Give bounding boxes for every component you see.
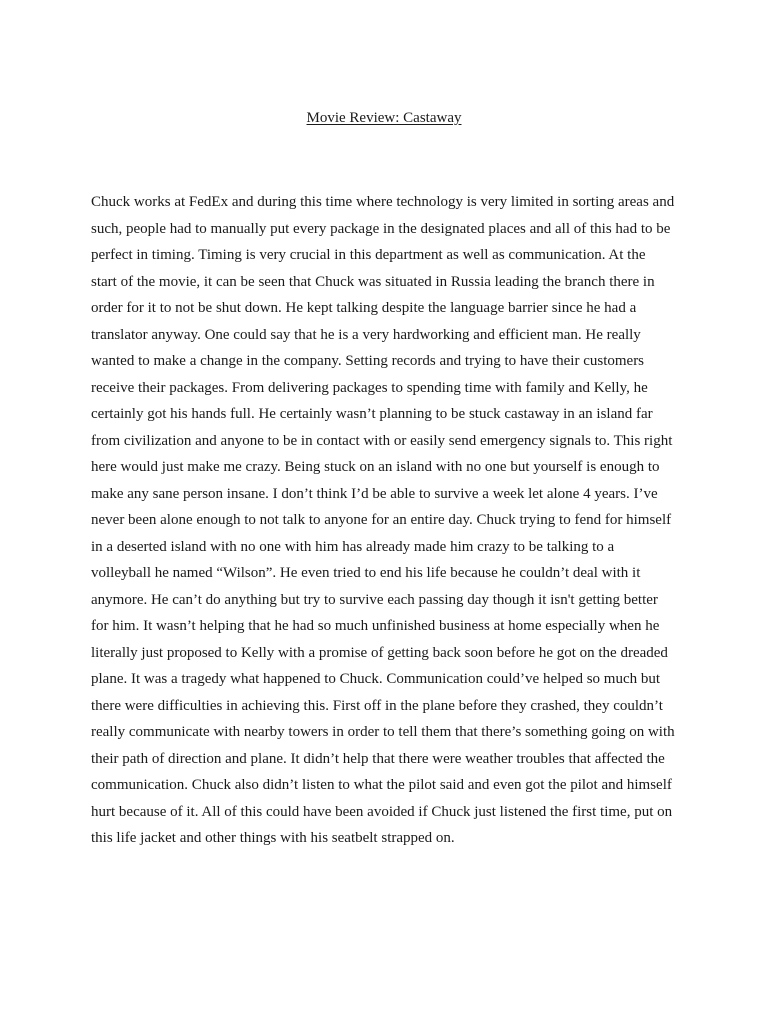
paragraph-line: Chuck works at FedEx and during this time where technology is very limited in sorting areas and [91,194,675,210]
paragraph-line: translator anyway. One could say that he is a very hardworking and efficient man. He really [91,326,641,343]
paragraph-line: such, people had to manually put every package in the designated places and all of this had to be [91,220,671,237]
paragraph-line: volleyball he named “Wilson”. He even tried to end his life because he couldn’t deal with it [91,565,641,581]
paragraph-line: here would just make me crazy. Being stuck on an island with no one but yourself is enough to [91,459,660,475]
paragraph-line: never been alone enough to not talk to anyone for an entire day. Chuck trying to fend for himself [91,512,672,528]
paragraph-line: there were difficulties in achieving this. First off in the plane before they crashed, they couldn’t [91,697,663,714]
paragraph-line: literally just proposed to Kelly with a promise of getting back soon before he got on the dreaded [91,644,668,661]
paragraph-line: wanted to make a change in the company. Setting records and trying to have their customers [91,353,645,369]
paragraph-line: plane. It was a tragedy what happened to Chuck. Communication could’ve helped so much but [91,671,661,687]
paragraph-line: really communicate with nearby towers in order to tell them that there’s something going on with [91,724,675,740]
document-title: Movie Review: Castaway [306,110,462,126]
paragraph-line: for him. It wasn’t helping that he had so much unfinished business at home especially when he [91,618,660,634]
review-paragraph [91,189,691,852]
paragraph-line: anymore. He can’t do anything but try to survive each passing day though it isn't getting better [91,591,658,608]
paragraph-line: make any sane person insane. I don’t think I’d be able to survive a week let alone 4 years. I’ve [91,485,658,502]
paragraph-line: perfect in timing. Timing is very crucial in this department as well as communication. At the [91,247,646,263]
paragraph-line: certainly got his hands full. He certainly wasn’t planning to be stuck castaway in an island far [91,406,653,422]
paragraph-line: their path of direction and plane. It didn’t help that there were weather troubles that affected the [91,750,665,767]
paragraph-line: this life jacket and other things with his seatbelt strapped on. [91,830,455,846]
paragraph-line: in a deserted island with no one with him has already made him crazy to be talking to a [91,538,615,555]
paragraph-line: from civilization and anyone to be in contact with or easily send emergency signals to. This right [91,432,673,449]
paragraph-line: communication. Chuck also didn’t listen to what the pilot said and even got the pilot and himself [91,777,672,793]
paragraph-line: hurt because of it. All of this could have been avoided if Chuck just listened the first time, put on [91,803,673,820]
paragraph-line: start of the movie, it can be seen that Chuck was situated in Russia leading the branch there in [91,273,655,290]
paragraph-line: receive their packages. From delivering packages to spending time with family and Kelly, he [91,379,648,396]
paragraph-line: order for it to not be shut down. He kept talking despite the language barrier since he had a [91,300,637,316]
